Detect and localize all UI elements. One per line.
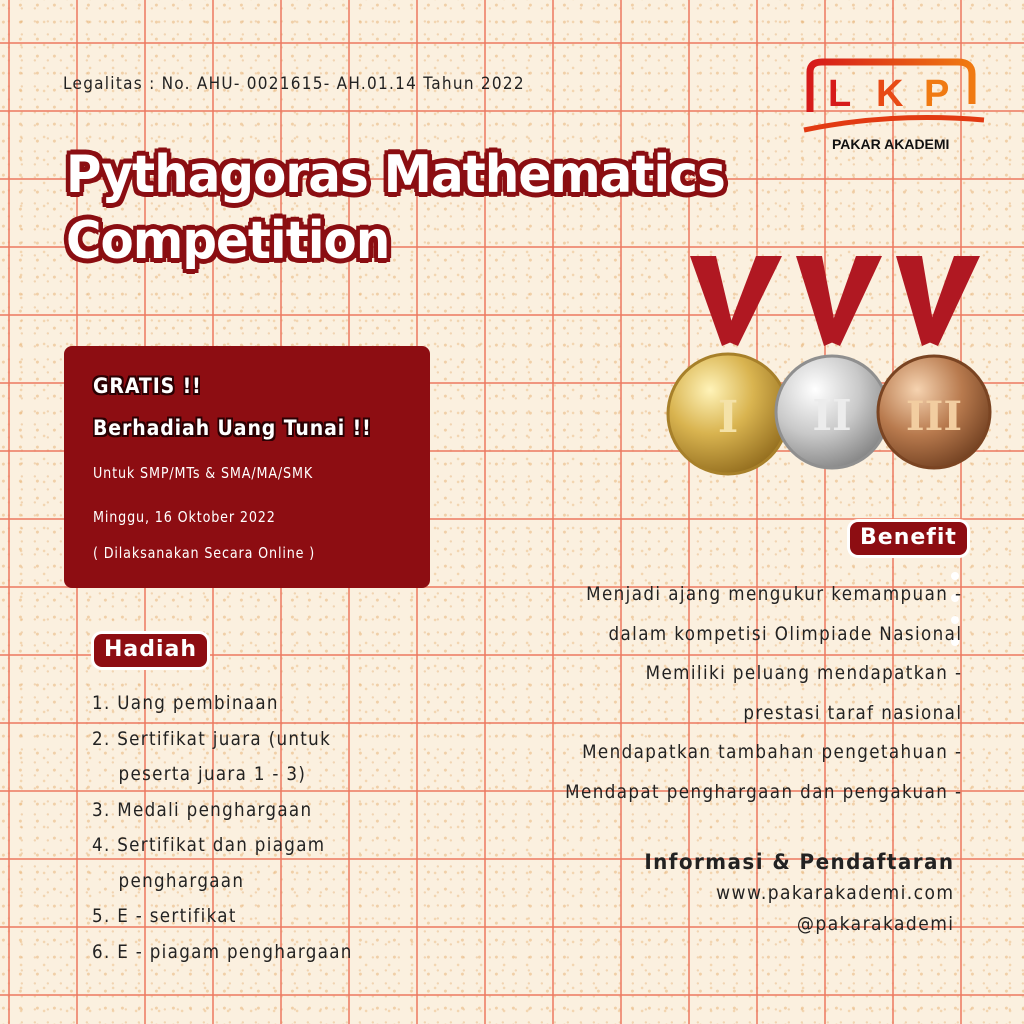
legal-text: Legalitas : No. AHU- 0021615- AH.01.14 Tahun 2022 [63,74,525,94]
promo-free: GRATIS !! [93,374,202,398]
list-item: 6. E - piagam penghargaan [92,940,353,963]
list-item: 3. Medali penghargaan [92,798,313,821]
benefit-item: Mendapat penghargaan dan pengakuan - [564,780,962,803]
promo-box [64,346,430,588]
website-link[interactable]: www.pakarakademi.com [715,882,954,904]
benefit-item: dalam kompetisi Olimpiade Nasional [608,622,962,645]
promo-date: Minggu, 16 Oktober 2022 [93,508,276,526]
logo-letter-k: K [876,73,904,115]
list-item: penghargaan [92,869,245,892]
promo-mode: ( Dilaksanakan Secara Online ) [93,544,316,562]
list-item: 5. E - sertifikat [92,905,237,927]
hadiah-heading: Hadiah [94,634,207,667]
promo-cash-prize: Berhadiah Uang Tunai !! [93,416,372,440]
list-item: 4. Sertifikat dan piagam [92,834,326,856]
social-handle[interactable]: @pakarakademi [796,913,954,935]
benefit-heading: Benefit [850,522,967,555]
logo-subtitle: PAKAR AKADEMI [832,136,950,152]
promo-audience: Untuk SMP/MTs & SMA/MA/SMK [93,464,314,482]
ribbon-gold [690,256,782,346]
logo-letter-p: P [924,73,950,115]
medals-illustration [660,254,1000,484]
benefit-item: prestasi taraf nasional [742,701,962,724]
info-block [628,846,954,940]
list-item: 2. Sertifikat juara (untuk [92,727,332,750]
benefit-list [511,575,962,812]
benefit-item: Menjadi ajang mengukur kemampuan - [585,583,962,605]
list-item: 1. Uang pembinaan [92,692,279,714]
hadiah-list [92,686,388,970]
ribbon-bronze [896,256,980,346]
logo-letter-l: L [828,73,852,115]
medal-label-2: II [812,391,852,440]
medal-label-3: III [905,393,963,440]
benefit-item: Memiliki peluang mendapatkan - [645,662,962,684]
list-item: peserta juara 1 - 3) [92,763,307,785]
lkp-logo [800,54,990,154]
ribbon-silver [796,256,882,346]
info-heading: Informasi & Pendaftaran [643,850,954,874]
medal-label-1: I [717,392,739,443]
title-line-2: Competition [66,211,390,271]
title-line-1: Pythagoras Mathematics [66,145,725,205]
benefit-item: Mendapatkan tambahan pengetahuan - [581,741,962,763]
